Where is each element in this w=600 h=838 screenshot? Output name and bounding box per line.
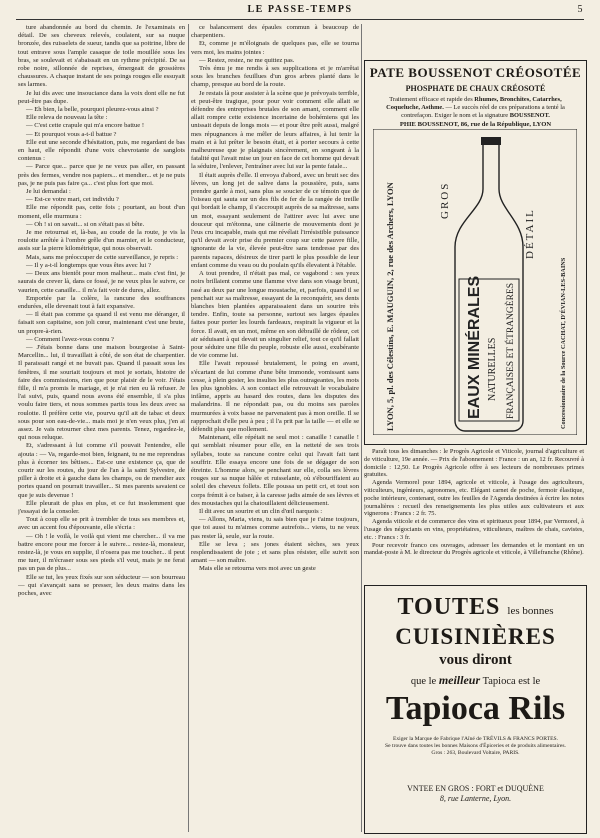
column-divider (188, 24, 189, 832)
column-divider (361, 24, 362, 832)
wholesale-line: VNTEE EN GROS : FORT et DUQUÈNE (407, 784, 544, 793)
paragraph: Elle l'avait repoussé brutalement, le poing en avant, s'écartant de lui comme d'une bête immonde, vomissant sans cesse, à plein gosier, les insultes les plus outrageantes, les mots les plus ignobles. A son contact elle retrouvait le vocabulaire infâme, appris au hasard des routes, dans les disputes des malandrins. Il ne répondait pas, ou du moins ses paroles murmurées à voix basse ne parvenaient pas à mon oreille. Il se rapprochait d'elle peu à peu ; il l'a prit par la taille — et elle se défendit plus que mollement. (191, 360, 359, 433)
paragraph: — Deux ans bientôt pour mon malheur... mais c'est fini, je saurais de crever là, dans ce fossé, je ne veux plus le suivre, ce vaurien, cette canaille... il m'a fait voir de dures, allez. (18, 270, 185, 294)
ad-line-cuisinieres: CUISINIÈRES (395, 624, 556, 649)
ad-word: meilleur (438, 673, 481, 687)
tapioca-brand: Tapioca Rils (385, 690, 566, 727)
label-gros: GROS (439, 181, 451, 219)
tapioca-advertisement (364, 585, 587, 834)
mineral-water-bottle-illustration (373, 129, 577, 435)
ad-word: Tapioca est (482, 676, 530, 687)
ad-line-vous-diront: vous diront (439, 652, 512, 668)
paragraph: Agenda Vermorel pour 1894, agricole et viticole, à l'usage des agriculteurs, viticulteurs, ingénieurs, agronomes, etc. Elégant carnet de poche, fermoir élastique, poche intérieure, contenant, outre les feuilles de l'Agenda destinées à écrire les notes journalières : recueil des renseignements les plus utiles aux cultivateurs et aux vignerons : Francs : 2 fr. 75. (364, 479, 584, 518)
page-header (16, 4, 584, 18)
ad-text: — Le succès réel de ces préparations a tenté la contrefaçon. (401, 103, 565, 119)
paragraph: Elle pleurait de plus en plus, et ce fut insolemment que j'essayai de la consoler. (18, 499, 185, 515)
ad-body (365, 93, 586, 119)
ad-text-bold: Rhumes, Bronchites, Catarrhes, Coqueluche, Asthme. (386, 96, 562, 111)
ad-word: le (532, 676, 541, 687)
paragraph: — Il était pas comme ça quand il est venu me déranger, il faisait son capitaine, son joli cœur, maintenant c'est une brute, un propre-à-rien. (18, 311, 185, 335)
paragraph: — Il y a-t-il longtemps que vous êtes avec lui ? (26, 261, 151, 269)
paragraph: Agenda viticole et de commerce des vins et spiritueux pour 1894, par Vermorel, à l'usage des négociants en vins, propriétaires, viticulteurs, maîtres de chais, cavistes, etc. : Francs : 3 fr. (364, 518, 584, 541)
paragraph: — Eh bien, la belle, pourquoi pleurez-vous ainsi ? (26, 106, 159, 114)
ad-line-meilleur (365, 673, 586, 688)
paragraph: Il dit avec un sourire et un clin d'œil narquois : (199, 507, 323, 515)
pharmacist-address: PHIE BOUSSENOT, 86, rue de la République, LYON (399, 121, 552, 129)
bottle-cap (481, 137, 501, 145)
ad-text: Traitement efficace et rapide des (389, 96, 473, 103)
paragraph: — Est-ce votre mari, cet individu ? (26, 196, 119, 204)
paragraph: Paraît tous les dimanches : le Progrès Agricole et Viticole, journal d'agriculture et de viticulture, 19e année. — Prix de l'abonnement : France : un an, 12 fr. Recouvré à domicile : 12,50. Le Progrès Agricole offre à ses lecteurs de nombreuses primes gratuites. (364, 448, 584, 479)
paragraph: ce balancement des épaules commun à beaucoup de charpentiers. (191, 24, 359, 40)
ad-fine-print (373, 736, 578, 758)
paragraph: Très ému je me rendis à ses supplications et je m'arrêtai sous les branches feuillues d'un gros arbres planté dans le champ, presque au bord de la route. (191, 65, 359, 89)
ad-text: Exiger le nom et la signature (434, 111, 509, 119)
paragraph: — C'est cette crapule qui m'a encore battue ! (26, 122, 145, 130)
label-eaux-minerales: EAUX MINÉRALES (466, 275, 483, 419)
paragraph: Mais, sans me préoccuper de cette surveillance, je repris : (26, 253, 179, 261)
creosote-paste-advertisement (364, 60, 587, 445)
label-concession: Concessionnaire de la Source CACHAT, D'ÉVIAN-LES-BAINS (560, 257, 567, 429)
paragraph: Maintenant, elle répétait ne seul mot : canaille ! canaille ! qui semblait résumer pour elle, en la netteté de ses trois syllabes, toute sa rancune contre celui qui l'avait fait tant souffrir. Elle essaya encore une fois de se dégager de son étreinte. L'homme alors, se penchant sur elle, colla ses lèvres rouges sur sa nuque hâlée et ruisselante, où s'ébouriffaient au soleil des cheveux follets. Elle poussa un petit cri, et tout son corps frémit à ce baiser, à la caresse jadis aimée de ses lèvres et des moustaches qui la chatouillaient délicieusement. (191, 434, 359, 507)
paragraph: Elle se tut, les yeux fixés sur son séducteur — son bourreau — qui s'avançait sans se presser, les deux mains dans les poches, avec (18, 573, 185, 598)
ad-title: PATE BOUSSENOT CRÉOSOTÉE (369, 65, 582, 80)
paragraph: Je lui dis avec une insouciance dans la voix dont elle ne fut peut-être pas dupe. (18, 89, 185, 105)
paragraph: — Oh ! si on savait... si on s'était pas si bête. (26, 220, 145, 228)
paragraph: Elle me répondit pas, cette fois ; pourtant, au bout d'un moment, elle murmura : (18, 204, 185, 220)
paragraph: — Allons, Maria, viens, tu sais bien que je t'aime toujours, que toi aussi tu m'aimes comme autrefois... viens, tu ne veux pas rester là, seule, sur la route. (191, 516, 359, 540)
story-column-2 (191, 24, 359, 832)
ad-text-bold: BOUSSENOT. (509, 111, 550, 119)
paragraph: Et, s'adressant à lui comme s'il pouvait l'entendre, elle ajouta : — Va, regarde-moi bien, feignant, tu ne me reprendras plus à écorner tes bêtises... Est-ce une existence ça, que de courir sur les routes, du jour de l'an à la saint Sylvestre, de piller à droite et à gauche dans les champs, ou de mendier aux portes quand on pourrait travailler... Si mes parents savaient ce que je suis devenue ! (18, 442, 185, 499)
paragraph: — Comment l'avez-vous connu ? (26, 335, 114, 343)
fine-line: Gros : 263, Boulevard Voltaire, PARIS. (431, 750, 520, 757)
paragraph: Il était auprès d'elle. Il envoya d'abord, avec un bruit sec des lèvres, un long jet de salive dans la poussière, puis, sans prendre garde à moi, sans plus se soucier de ce témoin que de l'oiseau qui sauta sur un des fils de fer de la rangée de treille qui bordait le champ, il s'accroupit auprès de sa maîtresse, sans un mot, essayant seulement de l'attirer avec lui avec une douceur qui m'étonna, une câlinerie de mouvements dont je l'eus cru incapable, mais qui me révélait l'irrésistible puissance qu'il devait avoir prise du premier coup sur cette pauvre fille, ignorante de la vie, élevée peut-être sans tendresse par des parents rapaces, désireux de tirer parti le plus possible de leur enfant comme du veau ou du poulain qu'ils élevaient à l'étable. (191, 171, 359, 269)
paragraph: Mais elle se retourna vers moi avec un geste (199, 565, 316, 573)
paragraph: Elle se leva ; ses jones étaient sèches, ses yeux resplendissaient de joie ; et sans plus résister, elle suivit son amant — son maître. (191, 540, 359, 565)
paragraph: A tout prendre, il n'était pas mal, ce vagabond : ses yeux noirs brillaient comme une flamme vive dans son visage bruni, rasé au deux par une longue moustache, et, parfois, quand il se penchait sur sa maîtresse, essayant de la reconquérir, ses dents blanches bien plantées apparaissaient dans un sourire très tendre. Enfin, toute sa personne, surtout ses larges épaules faites pour porter les lourds fardeaux, respirait la vigueur et la force. Il avait, en un mot, même en son débraillé de rôdeur, cet air séduisant à qui devait un singulier relief, tout ce qu'il fallait pour séduire une fille du peuple, robuste elle aussi, exubérante de vie comme lui. (191, 270, 359, 360)
ad-word: TOUTES (397, 594, 501, 620)
paragraph: Elle releva de nouveau la tête : (26, 114, 108, 122)
header-rule (16, 19, 584, 20)
journal-title: LE PASSE-TEMPS (247, 4, 353, 15)
wholesale-address: 8, rue Lanterne, Lyon. (439, 794, 512, 803)
ad-word: que le (410, 676, 437, 687)
paragraph: — Et pourquoi vous a-t-il battue ? (26, 130, 117, 138)
paragraph: Elle eut une seconde d'hésitation, puis, me regardant de bas en haut, elle répondit d'une voix chevrotante de sanglots contenus : (18, 138, 185, 163)
label-naturelles: NATURELLES (487, 337, 498, 401)
ad-word: les bonnes (507, 605, 554, 617)
paragraph: Je restais là pour assister à la scène que je prévoyais terrible, et peut-être tragique, pour pour voir comment elle allait se défendre des entreprises brutales de son amant, comment elle allait rompre cette existence incertaine de bohémiens qui les unissait depuis de longs mois — et pour être prêt aussi, malgré mes répugnances à me mêler de leurs affaires, à lui tenir la main et à lui prêter le besoin était, et à porter secours à cette malheureuse que je plaignais sincèrement, en songeant à la fatalité qui l'avait mise un jour en face de cet homme qui devait la séduire, l'enlever, l'entraîner avec lui sur la pente fatale... (191, 89, 359, 171)
paragraph: Tout à coup elle se prit à trembler de tous ses membres et, avec un accent fou d'épouvante, elle s'écria : (18, 516, 185, 532)
paragraph: Je lui demandai : (26, 188, 71, 196)
page-number: 5 (577, 4, 584, 15)
ad-side-address: LYON, 5, pl. des Célestins, E. MAUGUIN, 2, rue des Archers, LYON (385, 182, 395, 431)
paragraph: — Parce que... parce que je ne veux pas aller, en passant près des fermes, vendre nos papiers... et mendier... et je ne puis pas, je ne puis pas faire ça... c'est plus fort que moi. (18, 163, 185, 187)
ad-line-toutes (365, 594, 586, 621)
paragraph: — Oh ! le voilà, le voilà qui vient me chercher... il va me battre encore pour me forcer à le suivre... restez-là, monsieur, restez-là, je vous en supplie, il n'osera pas me toucher... il peut me tuer, il m'écraser sous ses pieds s'il veut, mais je ne ferai pas un pas de plus... (18, 532, 185, 573)
paragraph: Et, comme je m'éloignais de quelques pas, elle se tourna vers moi, les mains jointes : (191, 40, 359, 56)
label-detail: DÉTAIL (524, 208, 536, 259)
paragraph: — J'étais bonne dans une maison bourgeoise à Saint-Marcellin... lui, il travaillait à côté, de son état de charpentier. Il paraissait rangé et ne buvait pas. Quand il passait sous les fenêtres, il me souriait toujours et moi je sortais, histoire de faire des commissions, rien que pour plaisir de le voir. J'étais fille, il m'a promis le mariage, et je n'ai rien eu là refuser. Je l'ai suivi, puis, quand nous avons été ensemble, il s'a plus voulu faire tiers, et nous sommes partis tous les deux avec sa roulotte. Il préfère cette vie, pourvu qu'il ait de tabac et deux sous pour son eau-de-vie... mais moi je n'en veux plus, j'en ai assez. Je vais retourner chez mes parents. Tenez, regardez-le, qui nous reluque. (18, 343, 185, 442)
story-column-1 (18, 24, 185, 832)
ad-subtitle: PHOSPHATE DE CHAUX CRÉOSOTÉ (405, 84, 546, 93)
paragraph: Je me retournai et, là-bas, au coude de la route, je vis la roulotte arrêtée à l'ombre grêle d'un marnier, et le conducteur, assis sur la pierre kilométrique, qui nous observait. (18, 229, 185, 253)
paragraph: ture abandonnée au bord du chemin. Je l'examinais en détail. De ses cheveux relevés, coulaient, sur sa nuque bronzée, des ruisselets de sueur, tandis que sa poitrine, libre de tout entrave sous l'ample casaque de toile mouillée sous les bras, se soulevait et s'abaissait en un rythme précipité. De sa robe noire, sillonnée de reprises, émergeait de grossières chaussures. A chaque instant de ses poings rouges elle essuyait ses larmes. (18, 24, 185, 89)
label-francaises: FRANÇAISES ET ÉTRANGÈRES (506, 282, 516, 419)
agricultural-notice-column (364, 448, 584, 578)
fine-line: Se trouve dans toutes les bonnes Maisons d'Épiceries et de produits alimentaires. (385, 743, 566, 750)
paragraph: — Restez, restez, ne me quittez pas. (199, 56, 295, 64)
paragraph: Pour recevoir franco ces ouvrages, adresser les demandes et le montant en un mandat-poste à M. le directeur du Progrès agricole et viticole, à Villefranche (Rhône). (364, 541, 584, 557)
paragraph: Emportée par la colère, la rancune des souffrances endurées, elle devenait tout à fait expansive. (18, 294, 185, 310)
fine-line: Exiger la Marque de Fabrique l'Aîné de TRÉVILS & FRANCS PORTES. (392, 736, 559, 742)
